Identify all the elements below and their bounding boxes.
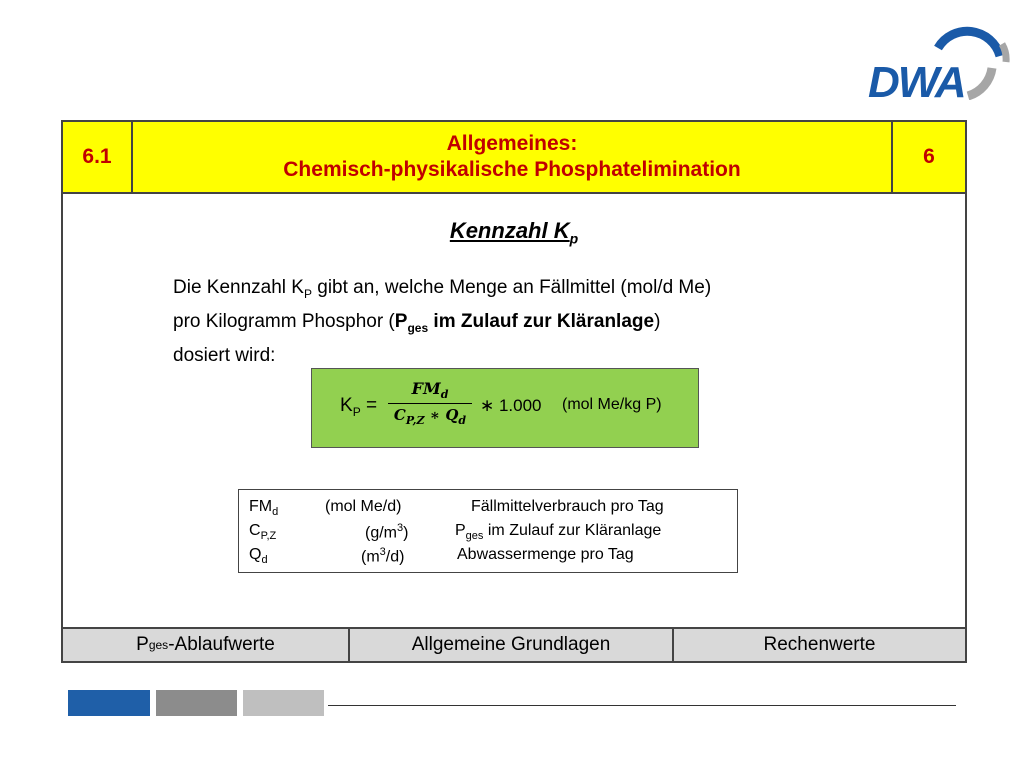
legend-symbol [249,498,278,518]
numerator-main: FM [411,379,441,398]
formula-fraction [388,379,472,427]
legend-description [457,546,634,564]
content-title-sub: p [569,230,579,247]
tab-rechenwerte[interactable]: Rechenwerte [763,634,876,655]
desc-bold-text: im Zulauf zur Kläranlage [428,310,655,332]
content-title [63,218,965,246]
formula-equals: = [360,395,378,416]
desc-sub: P [303,286,312,301]
legend-unit-main: (m [361,548,380,566]
section-number: 6.1 [63,122,133,192]
formula-lhs-main: K [340,395,353,416]
legend-sym-sub: d [261,554,268,567]
decor-line [328,705,956,706]
desc-text: ) [654,310,661,332]
legend-unit [325,498,401,516]
legend-description [471,498,664,516]
desc-text: Die Kennzahl K [173,277,304,298]
dwa-logo [868,18,1010,107]
denominator-op: ∗ [424,406,446,425]
legend-sym-main: C [249,522,261,539]
legend-row-fmd [249,498,737,520]
denominator-q-sub: d [458,414,467,428]
description [173,274,873,369]
legend-symbol [249,522,276,542]
section-title [133,122,891,192]
legend-row-qd [249,546,737,568]
legend-unit-main: (mol Me/d) [325,498,402,515]
desc-bold-p: P [394,310,408,332]
legend-desc-sub: ges [465,530,484,543]
legend-unit [361,546,404,566]
tab-allgemeine-grundlagen[interactable]: Allgemeine Grundlagen [350,629,674,661]
decor-bar-blue [68,690,150,716]
legend-unit-sup: 3 [397,522,404,534]
legend-row-cpz [249,522,737,544]
legend-sym-main: FM [249,498,273,515]
desc-bold-sub: ges [407,320,429,335]
legend-unit-tail: ) [403,524,409,542]
formula-lhs-sub: P [352,404,361,419]
formula-unit: (mol Me/kg P) [562,396,662,413]
legend-desc-text: im Zulauf zur Kläranlage [483,522,662,539]
legend-desc-pre: P [455,522,466,539]
section-header [63,122,965,194]
legend-unit-tail: /d) [385,548,405,566]
legend-unit-main: (g/m [365,524,397,542]
formula-lhs [340,395,377,419]
desc-text: pro Kilogramm Phosphor ( [173,310,395,332]
legend-sym-main: Q [249,546,262,563]
tab-label-tail: -Ablaufwerte [168,634,275,655]
legend-description [455,522,661,542]
description-line3: dosiert wird: [173,344,276,366]
tab-label-main: P [136,634,149,655]
legend-unit [365,522,408,542]
description-line1 [173,274,873,308]
formula-box [311,368,699,448]
numerator-sub: d [440,388,449,402]
denominator-q: Q [445,406,459,425]
formula-multiplier: ∗ 1.000 [480,396,542,415]
footer-nav [63,627,965,661]
legend-symbol [249,546,268,566]
formula-numerator [388,379,472,404]
denominator-c-sub: P,Z [405,414,425,428]
desc-bold [394,310,655,335]
description-line2 [173,308,873,342]
slide-frame [61,120,967,663]
section-title-line2: Chemisch-physikalische Phosphatelimination [283,158,741,181]
legend-sym-sub: d [272,506,279,519]
legend-unit-sup: 3 [379,546,386,558]
denominator-c: C [393,406,406,425]
desc-text: gibt an, welche Menge an Fällmittel (mol/d Me) [311,277,712,298]
legend-desc-text: Fällmittelverbrauch pro Tag [471,498,664,515]
content-title-main: Kennzahl K [449,218,570,243]
chapter-number: 6 [891,122,965,192]
tab-label-sub: ges [148,638,169,652]
legend-box [238,489,738,573]
formula-denominator [388,404,472,427]
decor-bar-lightgray [243,690,324,716]
legend-sym-sub: P,Z [260,530,277,543]
tab-ablaufwerte[interactable] [63,629,350,661]
legend-desc-text: Abwassermenge pro Tag [457,546,634,563]
decor-bar-gray [156,690,237,716]
logo-text: DWA [868,58,965,107]
section-title-line1: Allgemeines: [446,132,578,155]
